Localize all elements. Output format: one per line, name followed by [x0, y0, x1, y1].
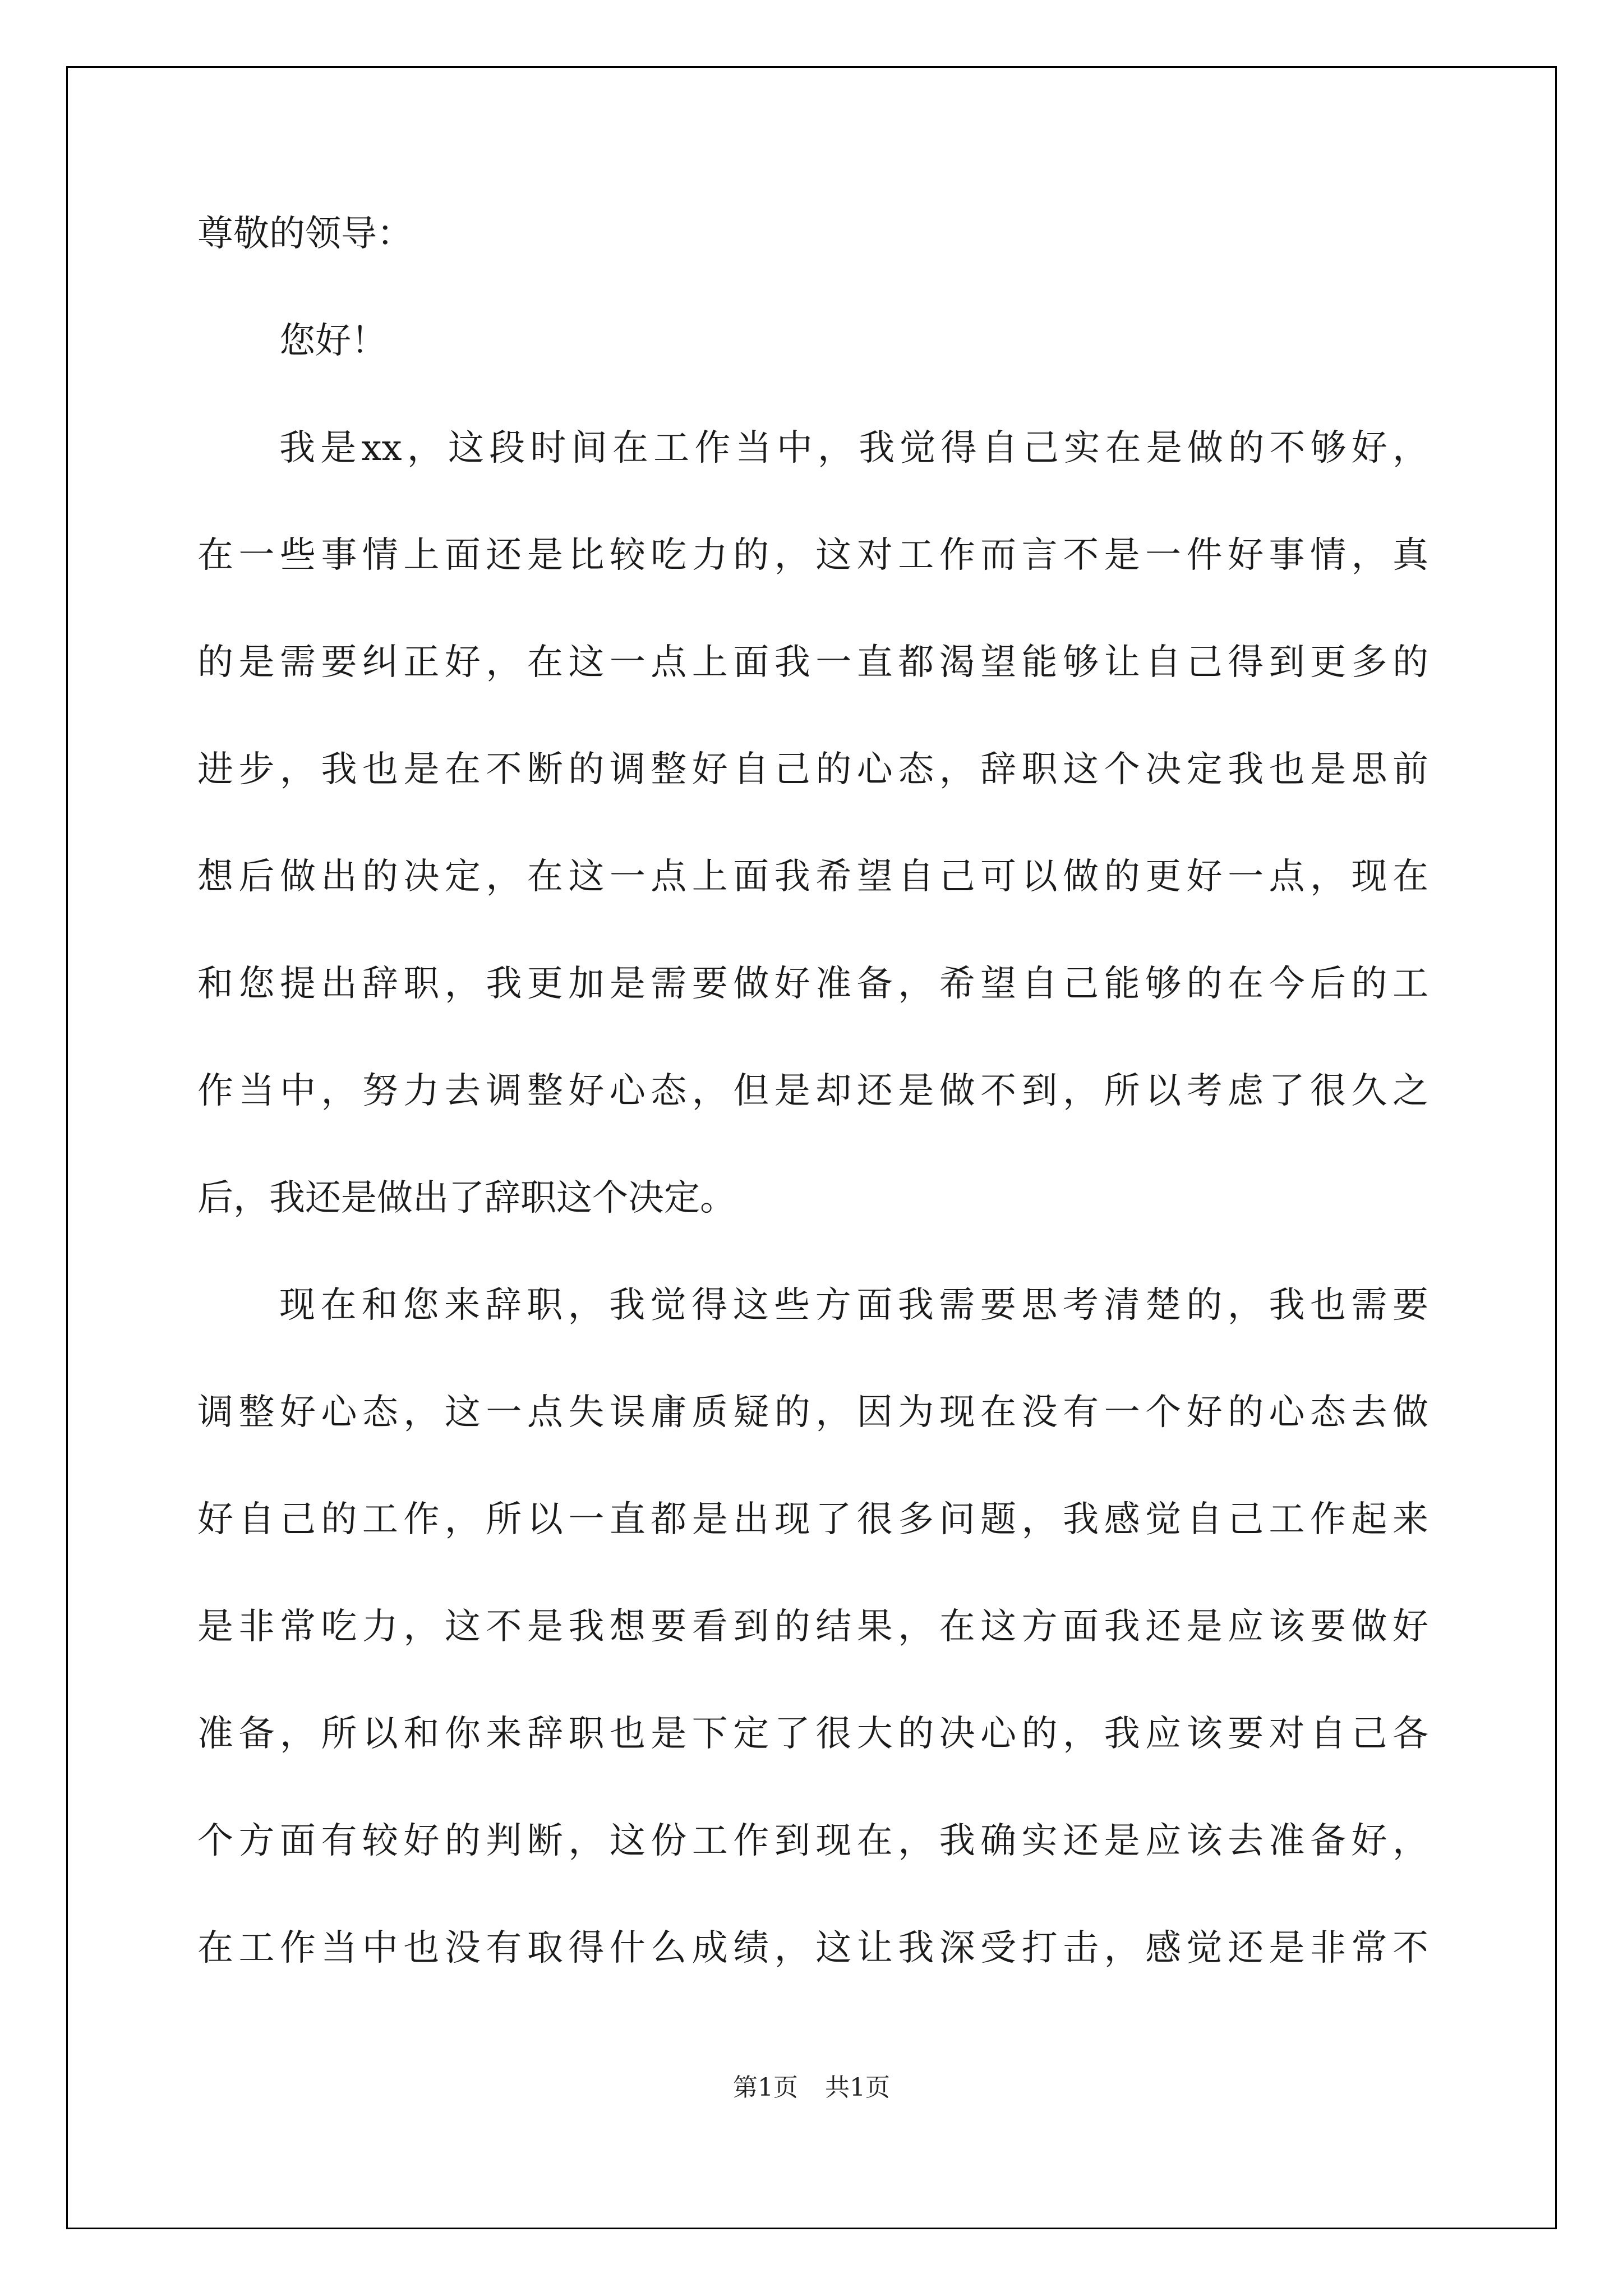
paragraph-1-line: 我是xx，这段时间在工作当中，我觉得自己实在是做的不够好， — [279, 427, 1428, 469]
paragraph-1-line: 想后做出的决定，在这一点上面我希望自己可以做的更好一点，现在 — [197, 856, 1428, 898]
paragraph-1-line: 后，我还是做出了辞职这个决定。 — [197, 1177, 736, 1219]
page-number-current: 第1页 — [733, 2073, 798, 2102]
paragraph-2-line: 准备，所以和你来辞职也是下定了很大的决心的，我应该要对自己各 — [197, 1713, 1428, 1755]
paragraph-2-line: 个方面有较好的判断，这份工作到现在，我确实还是应该去准备好， — [197, 1820, 1428, 1862]
paragraph-1-line: 的是需要纠正好，在这一点上面我一直都渴望能够让自己得到更多的 — [197, 642, 1428, 683]
paragraph-1-line: 进步，我也是在不断的调整好自己的心态，辞职这个决定我也是思前 — [197, 749, 1428, 790]
salutation: 尊敬的领导： — [197, 213, 413, 255]
paragraph-1-line: 和您提出辞职，我更加是需要做好准备，希望自己能够的在今后的工 — [197, 963, 1428, 1005]
paragraph-1-line: 作当中，努力去调整好心态，但是却还是做不到，所以考虑了很久之 — [197, 1070, 1428, 1112]
greeting: 您好！ — [279, 320, 387, 362]
paragraph-2-line: 是非常吃力，这不是我想要看到的结果，在这方面我还是应该要做好 — [197, 1606, 1428, 1648]
page-number-total: 共1页 — [825, 2073, 890, 2102]
paragraph-1-line: 在一些事情上面还是比较吃力的，这对工作而言不是一件好事情，真 — [197, 535, 1428, 576]
page-footer — [0, 2074, 1623, 2102]
letter-body — [197, 213, 1428, 2037]
paragraph-2-line: 在工作当中也没有取得什么成绩，这让我深受打击，感觉还是非常不 — [197, 1927, 1428, 1969]
paragraph-2-line: 好自己的工作，所以一直都是出现了很多问题，我感觉自己工作起来 — [197, 1499, 1428, 1540]
paragraph-2-line: 调整好心态，这一点失误庸质疑的，因为现在没有一个好的心态去做 — [197, 1392, 1428, 1433]
paragraph-2-line: 现在和您来辞职，我觉得这些方面我需要思考清楚的，我也需要 — [279, 1285, 1428, 1326]
